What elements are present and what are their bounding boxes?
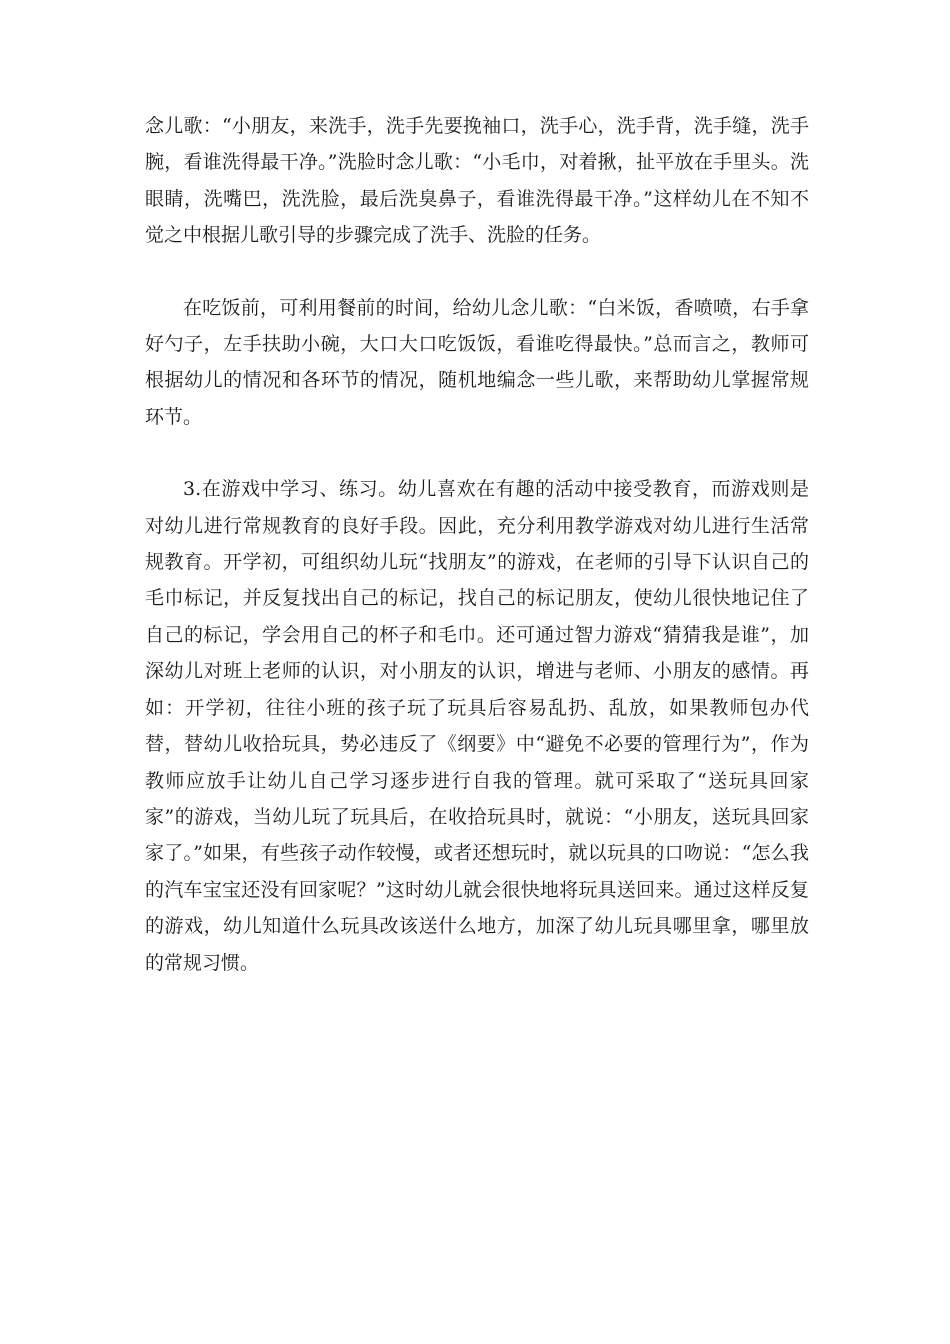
- document-body: [145, 108, 809, 981]
- paragraph-handwashing-song: 念儿歌：“小朋友，来洗手，洗手先要挽袖口，洗手心，洗手背，洗手缝，洗手腕，看谁洗得最干净。”洗脸时念儿歌：“小毛巾，对着揪，扯平放在手里头。洗眼睛，洗嘴巴，洗洗脸，最后洗臭鼻子，看谁洗得最干净。”这样幼儿在不知不觉之中根据儿歌引导的步骤完成了洗手、洗脸的任务。: [145, 115, 809, 247]
- paragraph-learning-through-games: 3.在游戏中学习、练习。幼儿喜欢在有趣的活动中接受教育，而游戏则是对幼儿进行常规教育的良好手段。因此，充分利用教学游戏对幼儿进行生活常规教育。开学初，可组织幼儿玩“找朋友”的游戏，在老师的引导下认识自己的毛巾标记，并反复找出自己的标记，找自己的标记朋友，使幼儿很快地记住了自己的标记，学会用自己的杯子和毛巾。还可通过智力游戏“猜猜我是谁”，加深幼儿对班上老师的认识，对小朋友的认识，增进与老师、小朋友的感情。再如：开学初，往往小班的孩子玩了玩具后容易乱扔、乱放，如果教师包办代替，替幼儿收拾玩具，势必违反了《纲要》中“避免不必要的管理行为”，作为教师应放手让幼儿自己学习逐步进行自我的管理。就可采取了“送玩具回家家”的游戏，当幼儿玩了玩具后，在收拾玩具时，就说：“小朋友，送玩具回家家了。”如果，有些孩子动作较慢，或者还想玩时，就以玩具的口吻说：“怎么我的汽车宝宝还没有回家呢？”这时幼儿就会很快地将玩具送回来。通过这样反复的游戏，幼儿知道什么玩具改该送什么地方，加深了幼儿玩具哪里拿，哪里放的常规习惯。: [145, 478, 809, 974]
- paragraph-mealtime-song: 在吃饭前，可利用餐前的时间，给幼儿念儿歌：“白米饭，香喷喷，右手拿好勺子，左手扶助小碗，大口大口吃饭饭，看谁吃得最快。”总而言之，教师可根据幼儿的情况和各环节的情况，随机地编念一些儿歌，来帮助幼儿掌握常规环节。: [145, 296, 809, 428]
